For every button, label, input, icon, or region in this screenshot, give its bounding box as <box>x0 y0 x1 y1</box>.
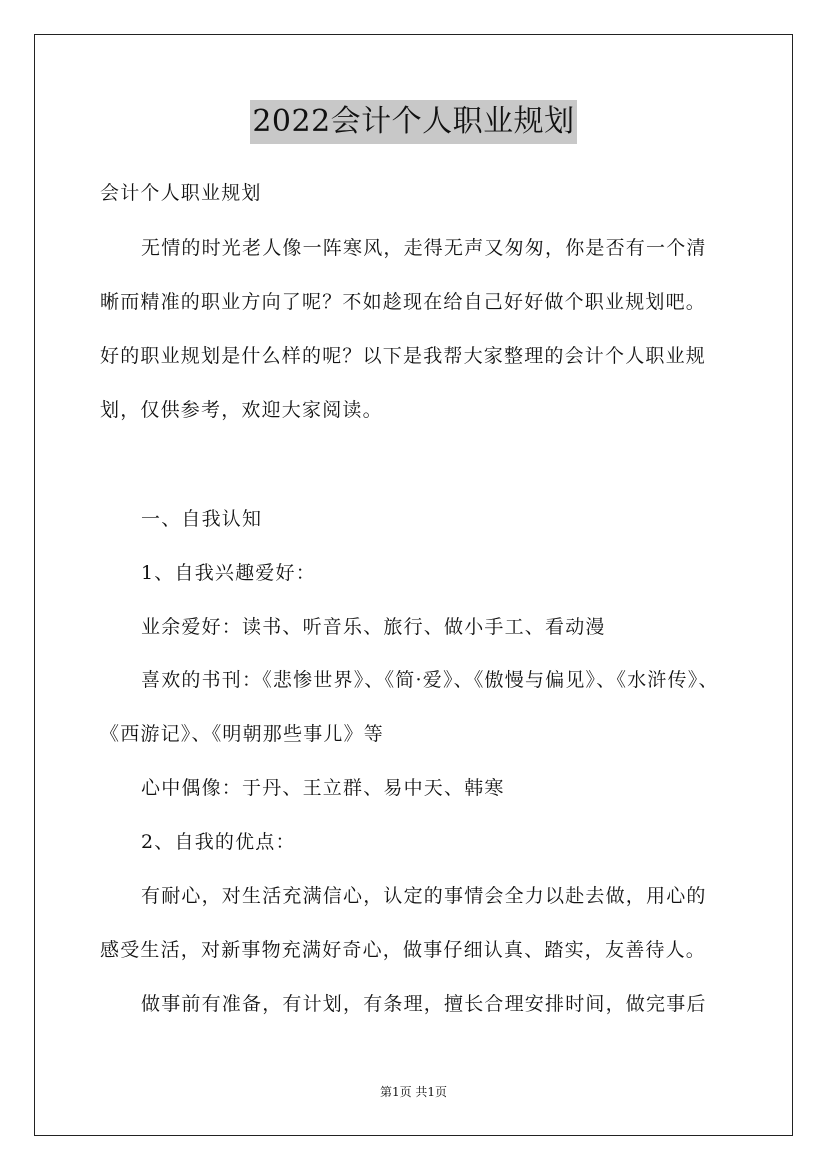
strengths-line-2: 感受生活，对新事物充满好奇心，做事仔细认真、踏实，友善待人。 <box>100 939 707 961</box>
subsection-heading-interests: 1、自我兴趣爱好： <box>141 562 316 584</box>
title-container <box>0 100 827 144</box>
books-line-2: 《西游记》、《明朝那些事儿》等 <box>100 723 385 745</box>
intro-line-3: 好的职业规划是什么样的呢？以下是我帮大家整理的会计个人职业规 <box>100 345 707 367</box>
strengths-line-1: 有耐心，对生活充满信心，认定的事情会全力以赴去做，用心的 <box>141 885 707 907</box>
document-title: 2022会计个人职业规划 <box>250 100 576 144</box>
idols-line: 心中偶像：于丹、王立群、易中天、韩寒 <box>141 777 505 799</box>
intro-line-2: 晰而精准的职业方向了呢？不如趁现在给自己好好做个职业规划吧。 <box>100 291 707 313</box>
intro-line-4: 划，仅供参考，欢迎大家阅读。 <box>100 399 383 421</box>
hobbies-line: 业余爱好：读书、听音乐、旅行、做小手工、看动漫 <box>141 616 606 638</box>
document-subtitle: 会计个人职业规划 <box>100 182 262 204</box>
page-footer: 第1页 共1页 <box>379 1085 448 1099</box>
intro-line-1: 无情的时光老人像一阵寒风，走得无声又匆匆，你是否有一个清 <box>141 237 707 259</box>
subsection-heading-strengths: 2、自我的优点： <box>141 831 296 853</box>
strengths-line-3: 做事前有准备，有计划，有条理，擅长合理安排时间，做完事后 <box>141 993 707 1015</box>
section-heading-self-awareness: 一、自我认知 <box>141 508 263 530</box>
books-line-1: 喜欢的书刊：《悲惨世界》、《简·爱》、《傲慢与偏见》、《水浒传》、 <box>141 669 719 691</box>
